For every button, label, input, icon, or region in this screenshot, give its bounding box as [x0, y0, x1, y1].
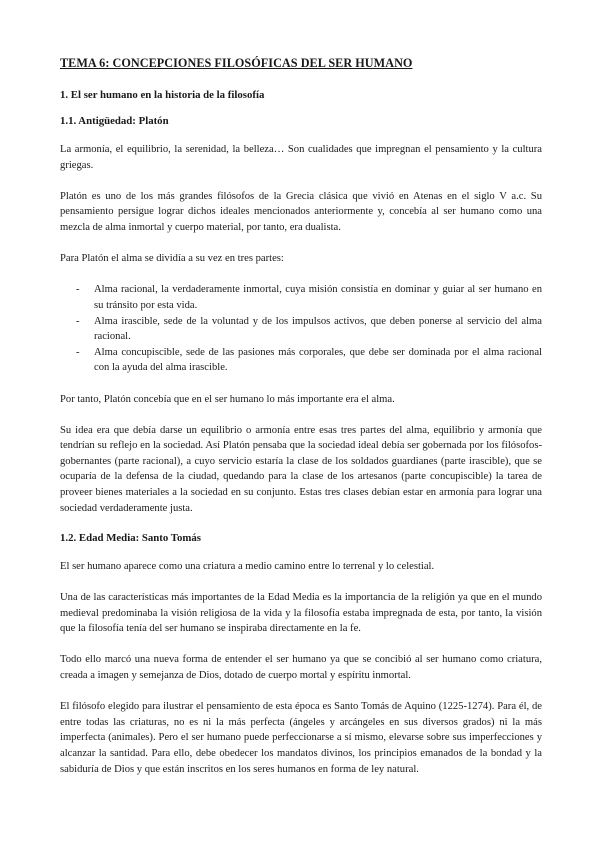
subsection-heading-santo-tomas: 1.2. Edad Media: Santo Tomás — [60, 531, 201, 544]
soul-parts-list — [60, 282, 542, 376]
list-item-text: Alma racional, la verdaderamente inmortal, cuya misión consistía en dominar y guiar al ser humano en su tránsito por esta vida. — [94, 284, 542, 311]
paragraph: Una de las características más importantes de la Edad Media es la importancia de la religión ya que en el mundo medieval predominaba la visión religiosa de la vida y la filosofía estaba impregnada de esta, por tanto, la visión que la filosofía tenía del ser humano se inspiraba directamente en la fe. — [60, 592, 542, 635]
paragraph: Todo ello marcó una nueva forma de entender el ser humano ya que se concibió al ser humano como criatura, creada a imagen y semejanza de Dios, dotado de cuerpo mortal y espíritu inmortal. — [60, 654, 542, 681]
paragraph: Su idea era que debía darse un equilibrio o armonía entre esas tres partes del alma, equilibrio y armonía que tendrían su reflejo en la sociedad. Así Platón pensaba que la sociedad ideal debía ser gobernada por los filósofos-gobernantes (parte racional), a cuyo servicio estaría la clase de los soldados guardianes (parte irascible), que se ocuparía de la defensa de la ciudad, quedando para la clase de los artesanos (parte concupiscible) la tarea de proveer bienes materiales a la sociedad en su conjunto. Estas tres clases debían estar en armonía para lograr una sociedad verdaderamente justa. — [60, 424, 542, 514]
paragraph: Para Platón el alma se dividía a su vez en tres partes: — [60, 253, 284, 265]
paragraph: La armonía, el equilibrio, la serenidad, la belleza… Son cualidades que impregnan el pensamiento y la cultura griegas. — [60, 144, 542, 171]
paragraph: El ser humano aparece como una criatura a medio camino entre lo terrenal y lo celestial. — [60, 560, 435, 572]
paragraph: Por tanto, Platón concebía que en el ser humano lo más importante era el alma. — [60, 393, 395, 405]
list-item-text: Alma irascible, sede de la voluntad y de los impulsos activos, que deben ponerse al servicio del alma racional. — [94, 315, 542, 343]
document-title: TEMA 6: CONCEPCIONES FILOSÓFICAS DEL SER HUMANO — [60, 56, 413, 70]
list-item — [76, 345, 542, 376]
list-item — [76, 282, 542, 313]
list-marker: - — [76, 284, 80, 296]
paragraph: Platón es uno de los más grandes filósofos de la Grecia clásica que vivió en Atenas en el siglo V a.c. Su pensamiento persigue lograr dichos ideales mencionados anteriormente y, concebía al ser humano como una mezcla de alma inmortal y cuerpo material, por tanto, era dualista. — [60, 190, 542, 233]
paragraph: El filósofo elegido para ilustrar el pensamiento de esta época es Santo Tomás de Aquino (1225-1274). Para él, de entre todas las criaturas, no es ni la más perfecta (ángeles y arcángeles en sus diversos grados) ni la más imperfecta (animales). Pero el ser humano puede perfeccionarse a sí mismo, elevarse sobre sus imperfecciones y alcanzar la santidad. Para ello, debe obedecer los mandatos divinos, los principios emanados de la bondad y la sabiduría de Dios y que están inscritos en los seres humanos en forma de ley natural. — [60, 701, 542, 775]
list-marker: - — [76, 315, 80, 327]
list-item — [76, 314, 542, 345]
list-marker: - — [76, 346, 80, 358]
list-item-text: Alma concupiscible, sede de las pasiones más corporales, que debe ser dominada por el alma racional con la ayuda del alma irascible. — [94, 346, 542, 374]
subsection-heading-plato: 1.1. Antigüedad: Platón — [60, 115, 169, 127]
section-heading: 1. El ser humano en la historia de la filosofía — [60, 89, 265, 101]
